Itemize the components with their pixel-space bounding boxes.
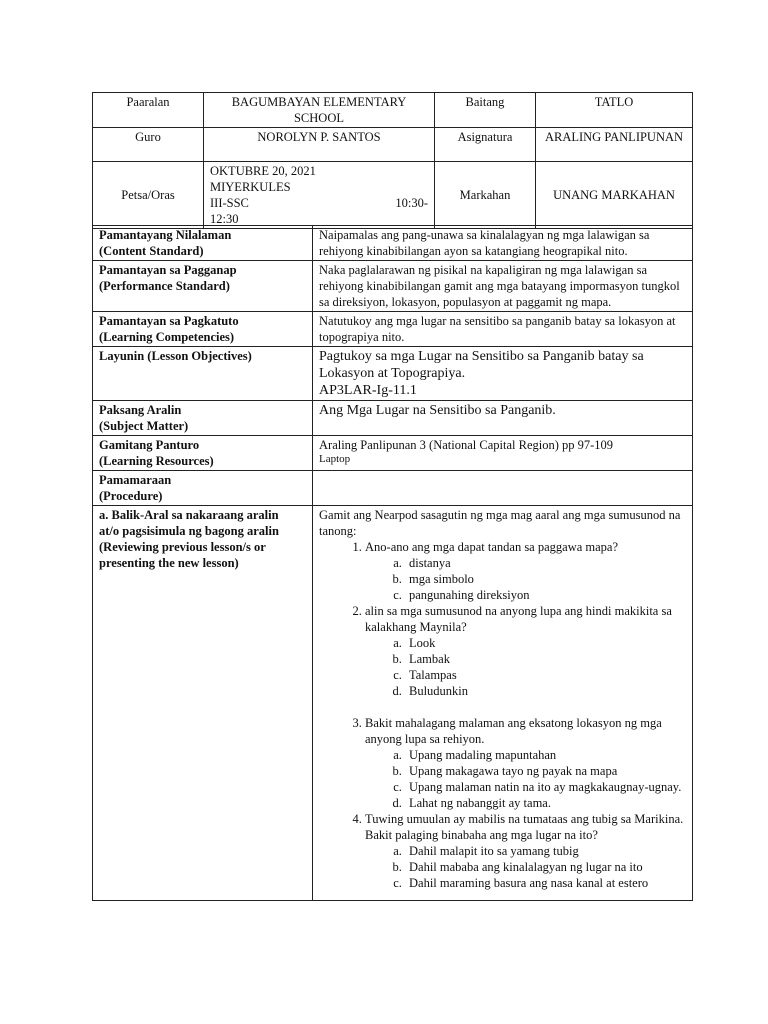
header-table (92, 92, 693, 229)
paaralan-label: Paaralan (93, 93, 204, 128)
lesson-objectives-text: Pagtukoy sa mga Lugar na Sensitibo sa Panganib batay sa Lokasyon at Topograpiya. (319, 349, 644, 381)
petsa-section-time (210, 195, 428, 211)
petsa-value (204, 162, 435, 229)
learning-resources-title-en: (Learning Resources) (99, 454, 214, 468)
question-option: c. Dahil maraming basura ang nasa kanal at estero (405, 875, 686, 891)
review-title-1: a. Balik-Aral sa nakaraang aralin (99, 508, 279, 522)
guro-label: Guro (93, 128, 204, 162)
review-title-2: at/o pagsisimula ng bagong aralin (99, 524, 279, 538)
content-standard-row (93, 226, 693, 261)
performance-standard-title-en: (Performance Standard) (99, 279, 230, 293)
learning-competencies-title-en: (Learning Competencies) (99, 330, 235, 344)
learning-resources-text: Araling Panlipunan 3 (National Capital Region) pp 97-109 (319, 438, 614, 452)
review-value (313, 506, 693, 901)
question-text: 4. Tuwing umuulan ay mabilis na tumataas ang tubig sa Marikina. Bakit palaging binabaha ang mga lugar na ito? (365, 812, 684, 842)
petsa-section: III-SSC (210, 196, 249, 210)
question-option: d. Lahat ng nabanggit ay tama. (405, 795, 686, 811)
procedure-row (93, 471, 693, 506)
question-text: 3. Bakit mahalagang malaman ang eksatong lokasyon ng mga anyong lupa sa rehiyon. (365, 716, 662, 746)
question-option: a. Look (405, 635, 686, 651)
lesson-plan-table (92, 225, 693, 901)
baitang-label: Baitang (435, 93, 536, 128)
question-options (365, 747, 686, 811)
petsa-label: Petsa/Oras (93, 162, 204, 229)
question-options (365, 555, 686, 603)
question-option: b. Upang makagawa tayo ng payak na mapa (405, 763, 686, 779)
question-spacer (365, 699, 686, 715)
content-standard-title: Pamantayang Nilalaman (99, 228, 232, 242)
lesson-objectives-value (313, 347, 693, 401)
performance-standard-row (93, 261, 693, 312)
question-option: d. Buludunkin (405, 683, 686, 699)
question-option: a. distanya (405, 555, 686, 571)
procedure-title-en: (Procedure) (99, 489, 163, 503)
question-text: 1. Ano-ano ang mga dapat tandan sa paggawa mapa? (365, 540, 619, 554)
question-item (365, 603, 686, 715)
question-options (365, 843, 686, 891)
lesson-objectives-code: AP3LAR-Ig-11.1 (319, 383, 417, 398)
procedure-value (313, 471, 693, 506)
learning-resources-row (93, 436, 693, 471)
subject-matter-label (93, 401, 313, 436)
question-item (365, 539, 686, 603)
petsa-time-end: 12:30 (210, 212, 239, 226)
learning-competencies-label (93, 312, 313, 347)
petsa-time-start: 10:30- (395, 196, 428, 210)
baitang-value: TATLO (536, 93, 693, 128)
question-option: c. pangunahing direksiyon (405, 587, 686, 603)
question-option: c. Talampas (405, 667, 686, 683)
question-options (365, 635, 686, 699)
learning-resources-title: Gamitang Panturo (99, 438, 200, 452)
subject-matter-title-en: (Subject Matter) (99, 419, 189, 433)
question-option: a. Dahil malapit ito sa yamang tubig (405, 843, 686, 859)
question-text: 2. alin sa mga sumusunod na anyong lupa ang hindi makikita sa kalakhang Maynila? (365, 604, 672, 634)
markahan-value: UNANG MARKAHAN (536, 162, 693, 229)
question-option: b. mga simbolo (405, 571, 686, 587)
performance-standard-value: Naka paglalarawan ng pisikal na kapaligiran ng mga lalawigan sa rehiyong kinabibilangan gamit ang mga batayang impormasyon tungkol sa direksiyon, lokasyon, populasyon at paggamit ng mapa. (313, 261, 693, 312)
learning-resources-label (93, 436, 313, 471)
content-standard-label (93, 226, 313, 261)
paaralan-value: BAGUMBAYAN ELEMENTARY SCHOOL (204, 93, 435, 128)
review-label (93, 506, 313, 901)
performance-standard-title: Pamantayan sa Pagganap (99, 263, 237, 277)
procedure-label (93, 471, 313, 506)
question-option: b. Dahil mababa ang kinalalagyan ng lugar na ito (405, 859, 686, 875)
content-standard-title-en: (Content Standard) (99, 244, 204, 258)
review-title-4: presenting the new lesson) (99, 556, 239, 570)
review-row (93, 506, 693, 901)
asignatura-value: ARALING PANLIPUNAN (536, 128, 693, 162)
asignatura-label: Asignatura (435, 128, 536, 162)
markahan-label: Markahan (435, 162, 536, 229)
review-intro: Gamit ang Nearpod sasagutin ng mga mag aaral ang mga sumusunod na tanong: (319, 508, 681, 538)
subject-matter-row (93, 401, 693, 436)
petsa-date: OKTUBRE 20, 2021 (210, 164, 316, 178)
review-title-3: (Reviewing previous lesson/s or (99, 540, 266, 554)
learning-resources-extra: Laptop (319, 453, 351, 465)
performance-standard-label (93, 261, 313, 312)
learning-competencies-value: Natutukoy ang mga lugar na sensitibo sa panganib batay sa lokasyon at topograpiya nito. (313, 312, 693, 347)
petsa-day: MIYERKULES (210, 180, 291, 194)
learning-resources-value (313, 436, 693, 471)
content-standard-value: Naipamalas ang pang-unawa sa kinalalagyan ng mga lalawigan sa rehiyong kinabibilangan ayon sa katangiang heograpikal nito. (313, 226, 693, 261)
questions-list (319, 539, 686, 891)
lesson-objectives-row (93, 347, 693, 401)
question-option: a. Upang madaling mapuntahan (405, 747, 686, 763)
question-option: c. Upang malaman natin na ito ay magkakaugnay-ugnay. (405, 779, 686, 795)
question-item (365, 715, 686, 811)
subject-matter-value: Ang Mga Lugar na Sensitibo sa Panganib. (313, 401, 693, 436)
procedure-title: Pamamaraan (99, 473, 172, 487)
question-item (365, 811, 686, 891)
guro-value: NOROLYN P. SANTOS (204, 128, 435, 162)
subject-matter-title: Paksang Aralin (99, 403, 182, 417)
learning-competencies-row (93, 312, 693, 347)
lesson-objectives-label: Layunin (Lesson Objectives) (93, 347, 313, 401)
learning-competencies-title: Pamantayan sa Pagkatuto (99, 314, 239, 328)
question-option: b. Lambak (405, 651, 686, 667)
